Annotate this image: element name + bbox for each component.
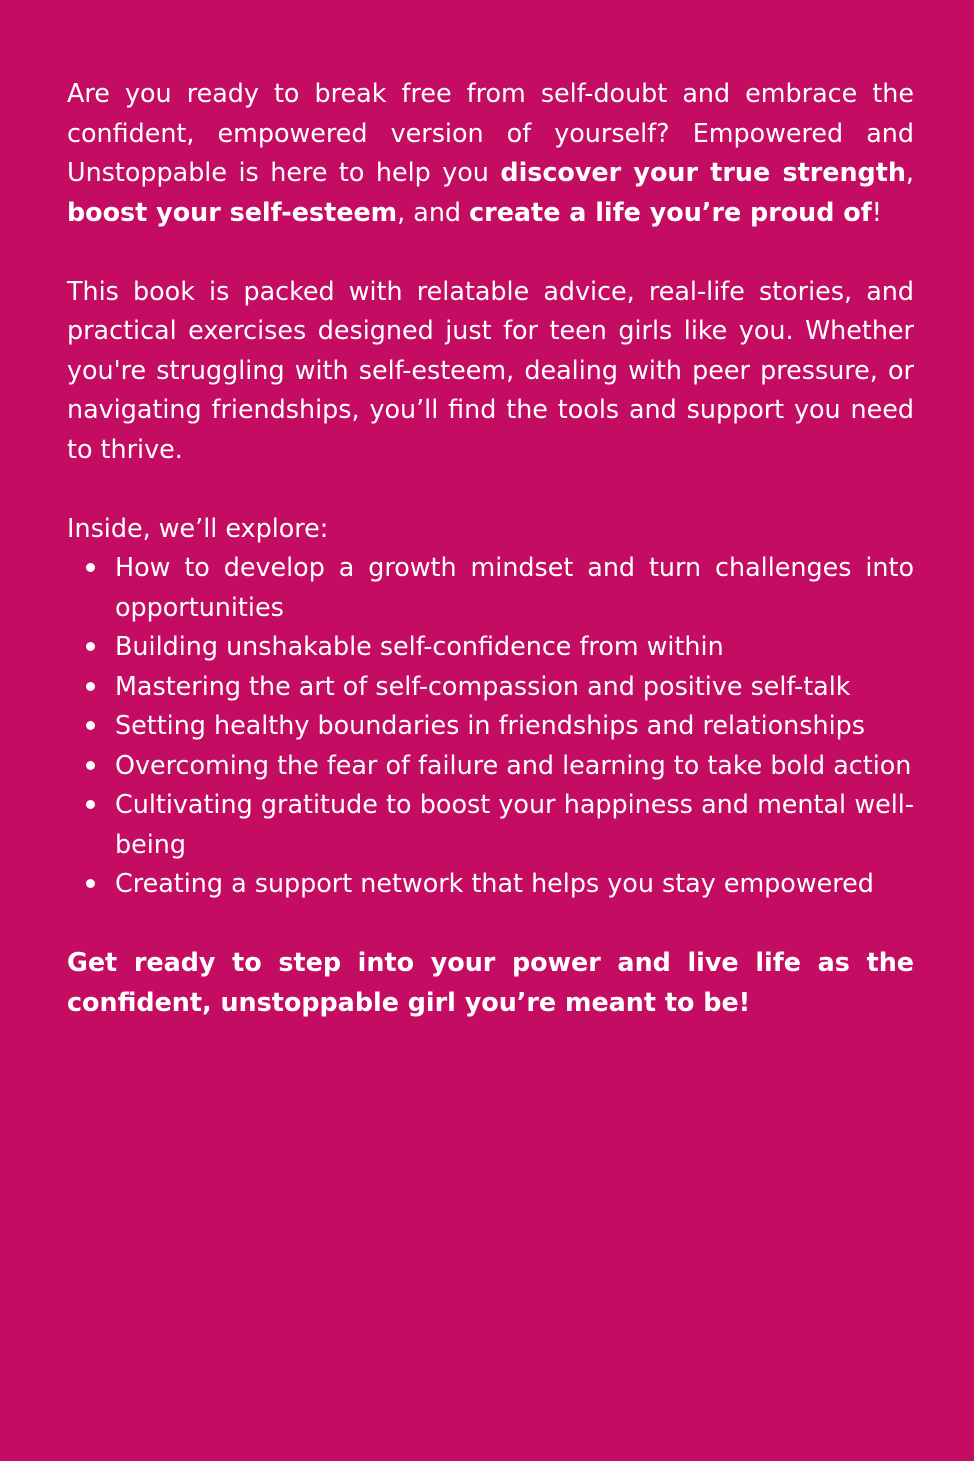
intro-paragraph	[67, 74, 914, 232]
closing-statement: Get ready to step into your power and live life as the confident, unstoppable girl you’re meant to be!	[67, 947, 914, 1017]
list-item	[115, 746, 914, 786]
explore-heading: Inside, we’ll explore:	[67, 512, 329, 543]
list-item	[115, 627, 914, 667]
intro-text-4: !	[871, 196, 882, 227]
bullet-icon	[86, 642, 95, 651]
list-item-text: Mastering the art of self-compassion and positive self-talk	[115, 670, 851, 701]
list-item	[115, 785, 914, 864]
intro-text-2: ,	[905, 157, 914, 187]
explore-list	[67, 548, 914, 904]
list-item-text: Setting healthy boundaries in friendships and relationships	[115, 710, 865, 740]
intro-highlight-proud-life: create a life you’re proud of	[469, 196, 872, 227]
intro-highlight-self-esteem: boost your self-esteem	[67, 196, 398, 227]
bullet-icon	[86, 761, 95, 770]
bullet-icon	[86, 682, 95, 691]
bullet-icon	[86, 721, 95, 730]
list-item	[115, 706, 914, 746]
list-item-text: Cultivating gratitude to boost your happiness and mental well-being	[115, 789, 914, 859]
list-item	[115, 667, 914, 707]
bullet-icon	[86, 879, 95, 888]
intro-text-3: , and	[397, 196, 470, 227]
intro-highlight-true-strength: discover your true strength	[500, 157, 906, 187]
description-paragraph: This book is packed with relatable advice, real-life stories, and practical exercises designed just for teen girls like you. Whether you're struggling with self-esteem, dealing with peer pressure, or navigating friendships, you’ll find the tools and support you need to thrive.	[67, 275, 914, 464]
bullet-icon	[86, 800, 95, 809]
list-item-text: Overcoming the fear of failure and learning to take bold action	[115, 749, 912, 780]
list-item-text: Creating a support network that helps you stay empowered	[115, 868, 874, 898]
list-item	[115, 864, 914, 904]
intro-text-1: Are you ready to break free from self-doubt and embrace the confident, empowered version of yourself? Empowered and Unstoppable is here to help you	[67, 78, 914, 187]
list-item-text: Building unshakable self-confidence from within	[115, 631, 724, 661]
list-item-text: How to develop a growth mindset and turn challenges into opportunities	[115, 552, 914, 622]
list-item	[115, 548, 914, 627]
bullet-icon	[86, 563, 95, 572]
